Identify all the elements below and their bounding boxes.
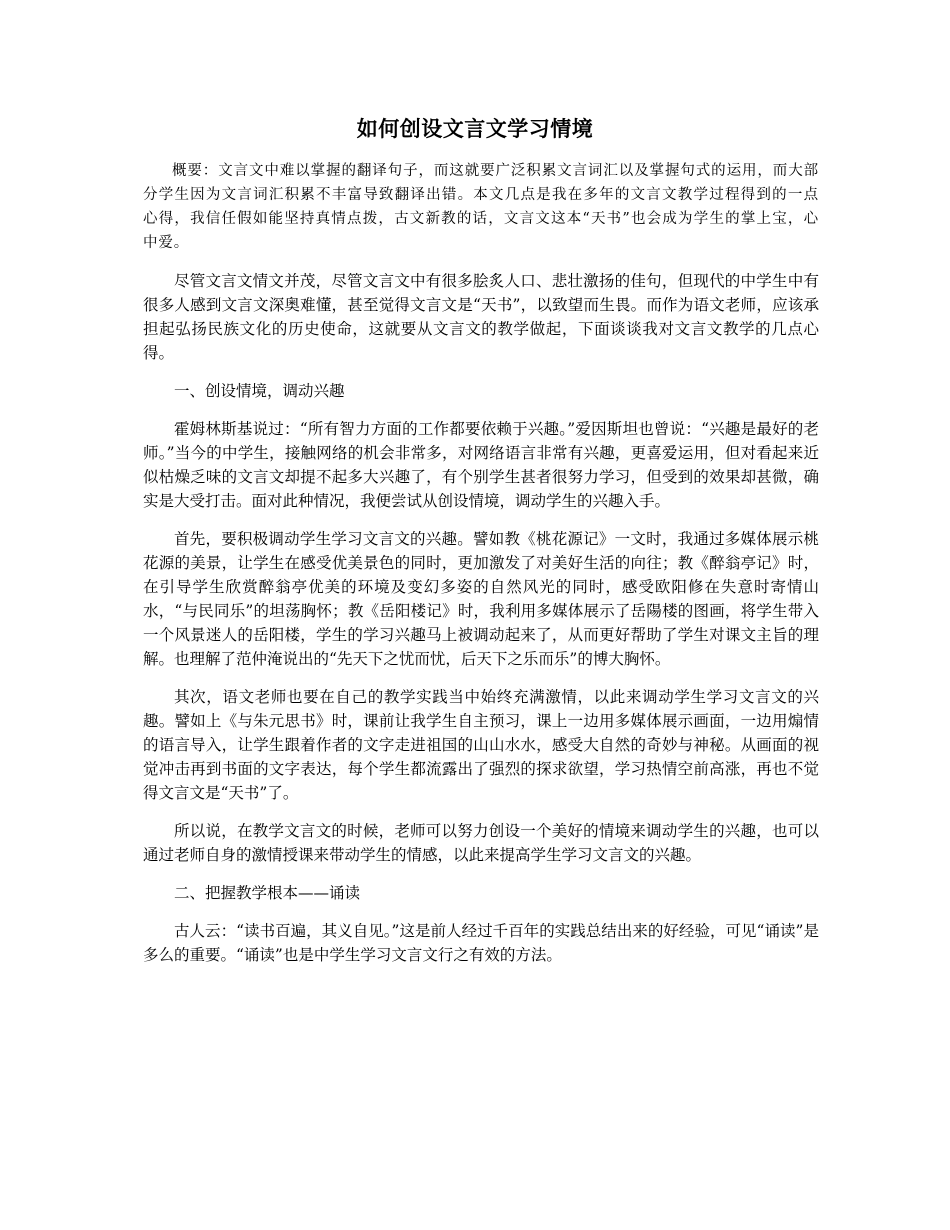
document-body <box>143 159 819 981</box>
intro-paragraph: 尽管文言文情文并茂，尽管文言文中有很多脍炙人口、悲壮激扬的佳句，但现代的中学生中有很多人感到文言文深奥难懂，甚至觉得文言文是“天书”，以致望而生畏。而作为语文老师，应该承担起弘扬民族文化的历史使命，这就要从文言文的教学做起，下面谈谈我对文言文教学的几点心得。 <box>143 272 819 362</box>
body-paragraph: 所以说，在教学文言文的时候，老师可以努力创设一个美好的情境来调动学生的兴趣，也可以通过老师自身的激情授课来带动学生的情感，以此来提高学生学习文言文的兴趣。 <box>143 822 819 864</box>
body-paragraph: 古人云：“读书百遍，其义自见。”这是前人经过千百年的实践总结出来的好经验，可见“诵读”是多么的重要。“诵读”也是中学生学习文言文行之有效的方法。 <box>143 922 819 964</box>
page-title: 如何创设文言文学习情境 <box>356 116 594 141</box>
body-paragraph: 首先，要积极调动学生学习文言文的兴趣。譬如教《桃花源记》一文时，我通过多媒体展示桃花源的美景，让学生在感受优美景色的同时，更加激发了对美好生活的向往；教《醉翁亭记》时，在引导学生欣赏醉翁亭优美的环境及变幻多姿的自然风光的同时，感受欧阳修在失意时寄情山水，“与民同乐”的坦荡胸怀；教《岳阳楼记》时，我利用多媒体展示了岳陽楼的图画，将学生带入一个风景迷人的岳阳楼，学生的学习兴趣马上被调动起来了，从而更好帮助了学生对课文主旨的理解。也理解了范仲淹说出的“先天下之忧而忧，后天下之乐而乐”的博大胸怀。 <box>143 530 819 668</box>
section-heading-1: 一、创设情境，调动兴趣 <box>174 382 345 400</box>
body-paragraph: 霍姆林斯基说过：“所有智力方面的工作都要依赖于兴趣。”爱因斯坦也曾说：“兴趣是最好的老师。”当今的中学生，接触网络的机会非常多，对网络语言非常有兴趣，更喜爱运用，但对看起来近似枯燥乏味的文言文却提不起多大兴趣了，有个别学生甚者很努力学习，但受到的效果却甚微，确实是大受打击。面对此种情况，我便尝试从创设情境，调动学生的兴趣入手。 <box>143 420 819 510</box>
section-heading-2: 二、把握教学根本——诵读 <box>174 884 361 902</box>
abstract-paragraph: 概要：文言文中难以掌握的翻译句子，而这就要广泛积累文言词汇以及掌握句式的运用，而大部分学生因为文言词汇积累不丰富导致翻译出错。本文几点是我在多年的文言文教学过程得到的一点心得，我信任假如能坚持真情点拨，古文新教的话，文言文这本“天书”也会成为学生的掌上宝，心中爱。 <box>143 163 819 251</box>
body-paragraph: 其次，语文老师也要在自己的教学实践当中始终充满激情，以此来调动学生学习文言文的兴趣。譬如上《与朱元思书》时，课前让我学生自主预习，课上一边用多媒体展示画面，一边用煽情的语言导入，让学生跟着作者的文字走进祖国的山山水水，感受大自然的奇妙与神秘。从画面的视觉冲击再到书面的文字表达，每个学生都流露出了强烈的探求欲望，学习热情空前高涨，再也不觉得文言文是“天书”了。 <box>143 688 819 802</box>
